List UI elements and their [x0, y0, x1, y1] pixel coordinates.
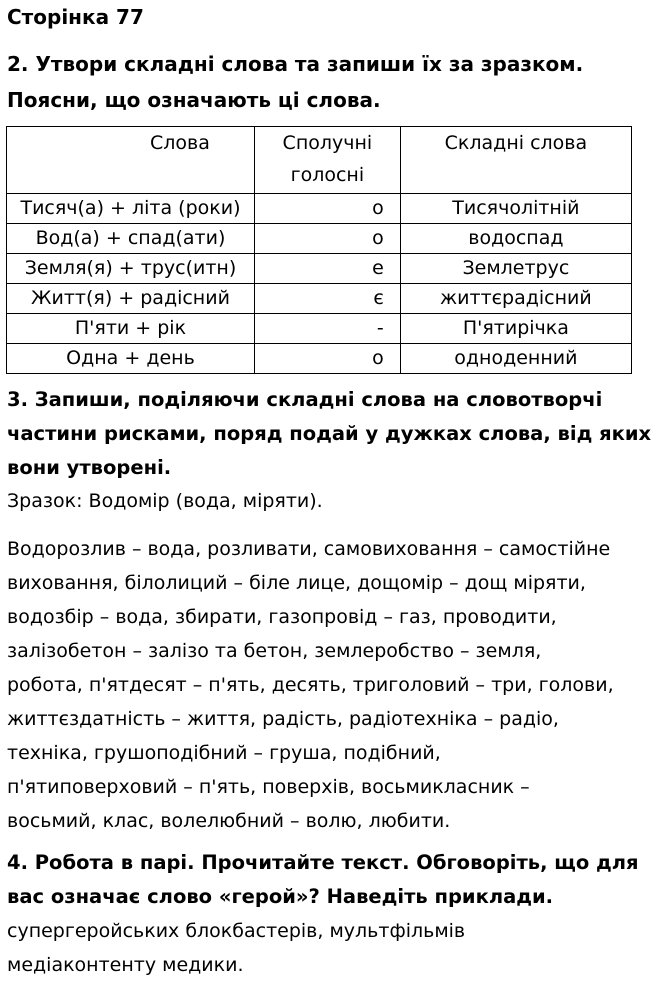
cell-compound: життєрадісний: [400, 284, 631, 314]
table-row: [7, 314, 632, 344]
task2-heading-line2: Поясни, що означають ці слова.: [7, 88, 381, 112]
cell-vowel: -: [254, 314, 400, 344]
cell-vowel: е: [254, 254, 400, 284]
task2-heading-line1: 2. Утвори складні слова та запиши їх за зразком.: [7, 52, 584, 76]
table-row: [7, 224, 632, 254]
cell-compound: водоспад: [400, 224, 631, 254]
table-header-row: [7, 127, 632, 194]
header-words: Слова: [7, 127, 255, 194]
table-row: [7, 194, 632, 224]
task3-answer: Водорозлив – вода, розливати, самовиховання – самостійне виховання, білолиций – біле лице, дощомір – дощ міряти, водозбір – вода, збирати, газопровід – газ, проводити, залізобетон – залізо та бетон, землеробство – земля, робота, п'ятдесят – п'ять, десять, триголовий – три, голови, життєздатність – життя, радість, радіотехніка – радіо, техніка, грушоподібний – груша, подібний, п'ятиповерховий – п'ять, поверхів, восьмикласник – восьмий, клас, волелюбний – волю, любити.: [7, 538, 614, 832]
cell-words: Житт(я) + радісний: [7, 284, 255, 314]
cell-vowel: о: [254, 344, 400, 374]
cell-compound: Землетрус: [400, 254, 631, 284]
cell-compound: Тисячолітній: [400, 194, 631, 224]
cell-words: Тисяч(а) + літа (роки): [7, 194, 255, 224]
cell-words: Вод(а) + спад(ати): [7, 224, 255, 254]
table-row: [7, 284, 632, 314]
cell-words: П'яти + рік: [7, 314, 255, 344]
cell-words: Земля(я) + трус(итн): [7, 254, 255, 284]
cell-vowel: є: [254, 284, 400, 314]
task4-answer: супергеройських блокбастерів, мультфільмів медіаконтенту медики.: [7, 920, 466, 976]
cell-words: Одна + день: [7, 344, 255, 374]
task3-example: Зразок: Водомір (вода, міряти).: [7, 490, 323, 512]
header-connecting-vowels: Сполучні голосні: [254, 127, 400, 194]
task3-heading: 3. Запиши, поділяючи складні слова на словотворчі частини рисками, поряд подай у дужках слова, від яких вони утворені.: [7, 388, 652, 479]
table-row: [7, 344, 632, 374]
compound-words-table: [6, 126, 632, 374]
cell-vowel: о: [254, 194, 400, 224]
task4-heading: 4. Робота в парі. Прочитайте текст. Обговоріть, що для вас означає слово «герой»? Наведіть приклади.: [7, 851, 639, 908]
page-title: Сторінка 77: [7, 5, 144, 29]
table-row: [7, 254, 632, 284]
header-compound-words: Складні слова: [400, 127, 631, 194]
cell-vowel: о: [254, 224, 400, 254]
cell-compound: одноденний: [400, 344, 631, 374]
cell-compound: П'ятирічка: [400, 314, 631, 344]
